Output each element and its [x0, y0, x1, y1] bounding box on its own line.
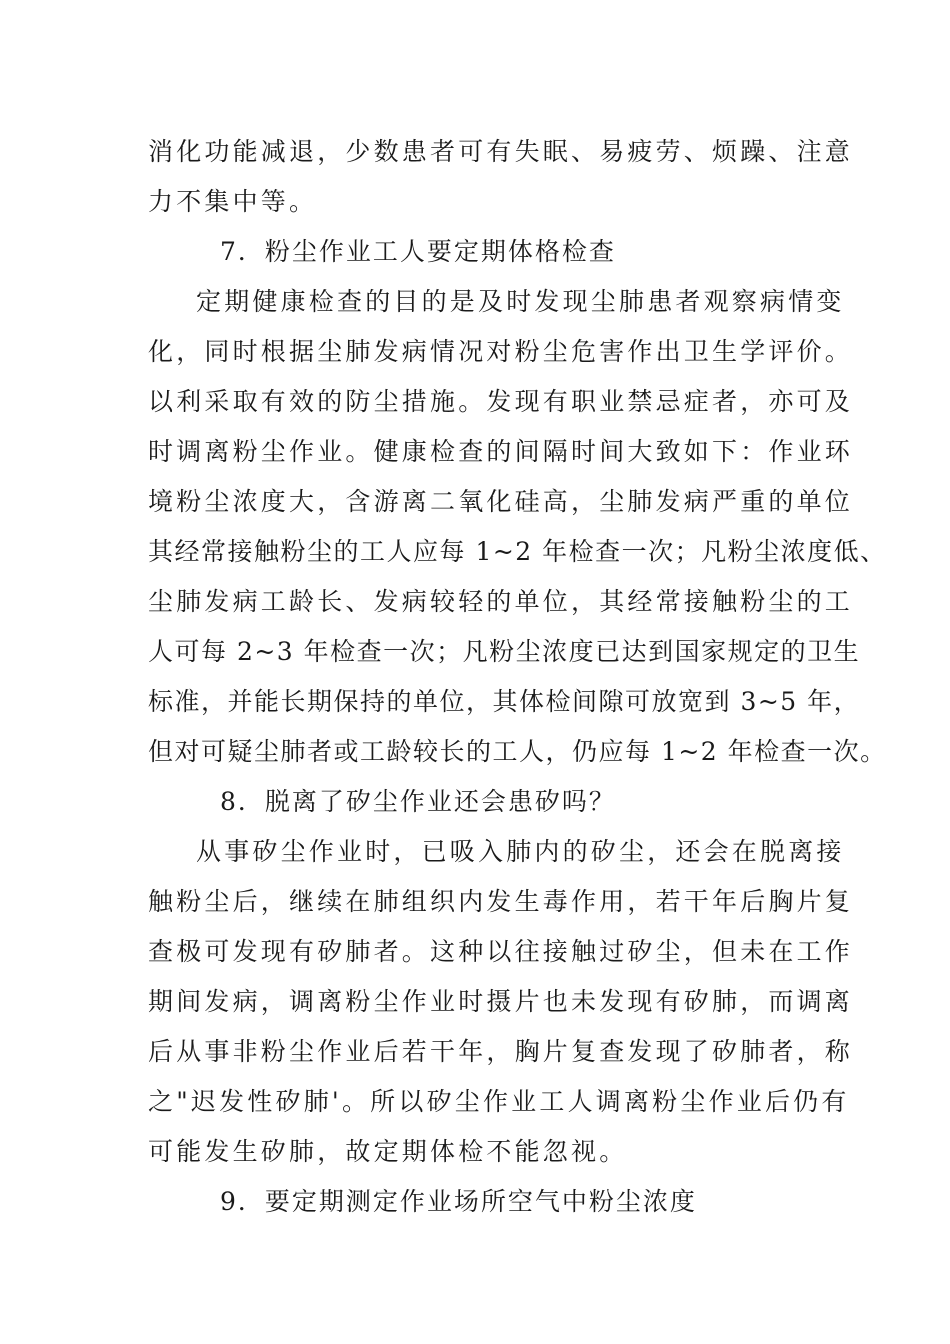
body-text-line: 时调离粉尘作业。健康检查的间隔时间大致如下：作业环: [148, 437, 854, 466]
body-text-line: 触粉尘后，继续在肺组织内发生毒作用，若干年后胸片复: [148, 887, 854, 916]
body-text-line: 以利采取有效的防尘措施。发现有职业禁忌症者，亦可及: [148, 387, 854, 416]
body-text-line: 境粉尘浓度大，含游离二氧化硅高，尘肺发病严重的单位: [148, 487, 854, 516]
body-text-line: 标准，并能长期保持的单位，其体检间隙可放宽到 3~5 年，: [148, 687, 861, 716]
body-text-line: 人可每 2~3 年检查一次；凡粉尘浓度已达到国家规定的卫生: [148, 637, 861, 666]
section-heading-7: 7．粉尘作业工人要定期体格检查: [220, 237, 616, 266]
body-text-line: 力不集中等。: [148, 187, 318, 216]
body-text-line: 后从事非粉尘作业后若干年，胸片复查发现了矽肺者，称: [148, 1037, 854, 1066]
body-text-line: 消化功能减退，少数患者可有失眠、易疲劳、烦躁、注意: [148, 137, 854, 166]
body-text-line: 可能发生矽肺，故定期体检不能忽视。: [148, 1137, 628, 1166]
section-heading-8: 8．脱离了矽尘作业还会患矽吗？: [220, 787, 616, 816]
body-text-line: 定期健康检查的目的是及时发现尘肺患者观察病情变: [196, 287, 845, 316]
body-text-line: 之"迟发性矽肺'。所以矽尘作业工人调离粉尘作业后仍有: [148, 1087, 850, 1116]
body-text-line: 查极可发现有矽肺者。这种以往接触过矽尘，但未在工作: [148, 937, 854, 966]
body-text-line: 化，同时根据尘肺发病情况对粉尘危害作出卫生学评价。: [148, 337, 854, 366]
body-text-line: 从事矽尘作业时，已吸入肺内的矽尘，还会在脱离接: [196, 837, 845, 866]
section-heading-9: 9．要定期测定作业场所空气中粉尘浓度: [220, 1187, 697, 1216]
body-text-line: 期间发病，调离粉尘作业时摄片也未发现有矽肺，而调离: [148, 987, 854, 1016]
body-text-line: 但对可疑尘肺者或工龄较长的工人，仍应每 1~2 年检查一次。: [148, 737, 887, 766]
body-text-line: 尘肺发病工龄长、发病较轻的单位，其经常接触粉尘的工: [148, 587, 854, 616]
body-text-line: 其经常接触粉尘的工人应每 1~2 年检查一次；凡粉尘浓度低、: [148, 537, 887, 566]
